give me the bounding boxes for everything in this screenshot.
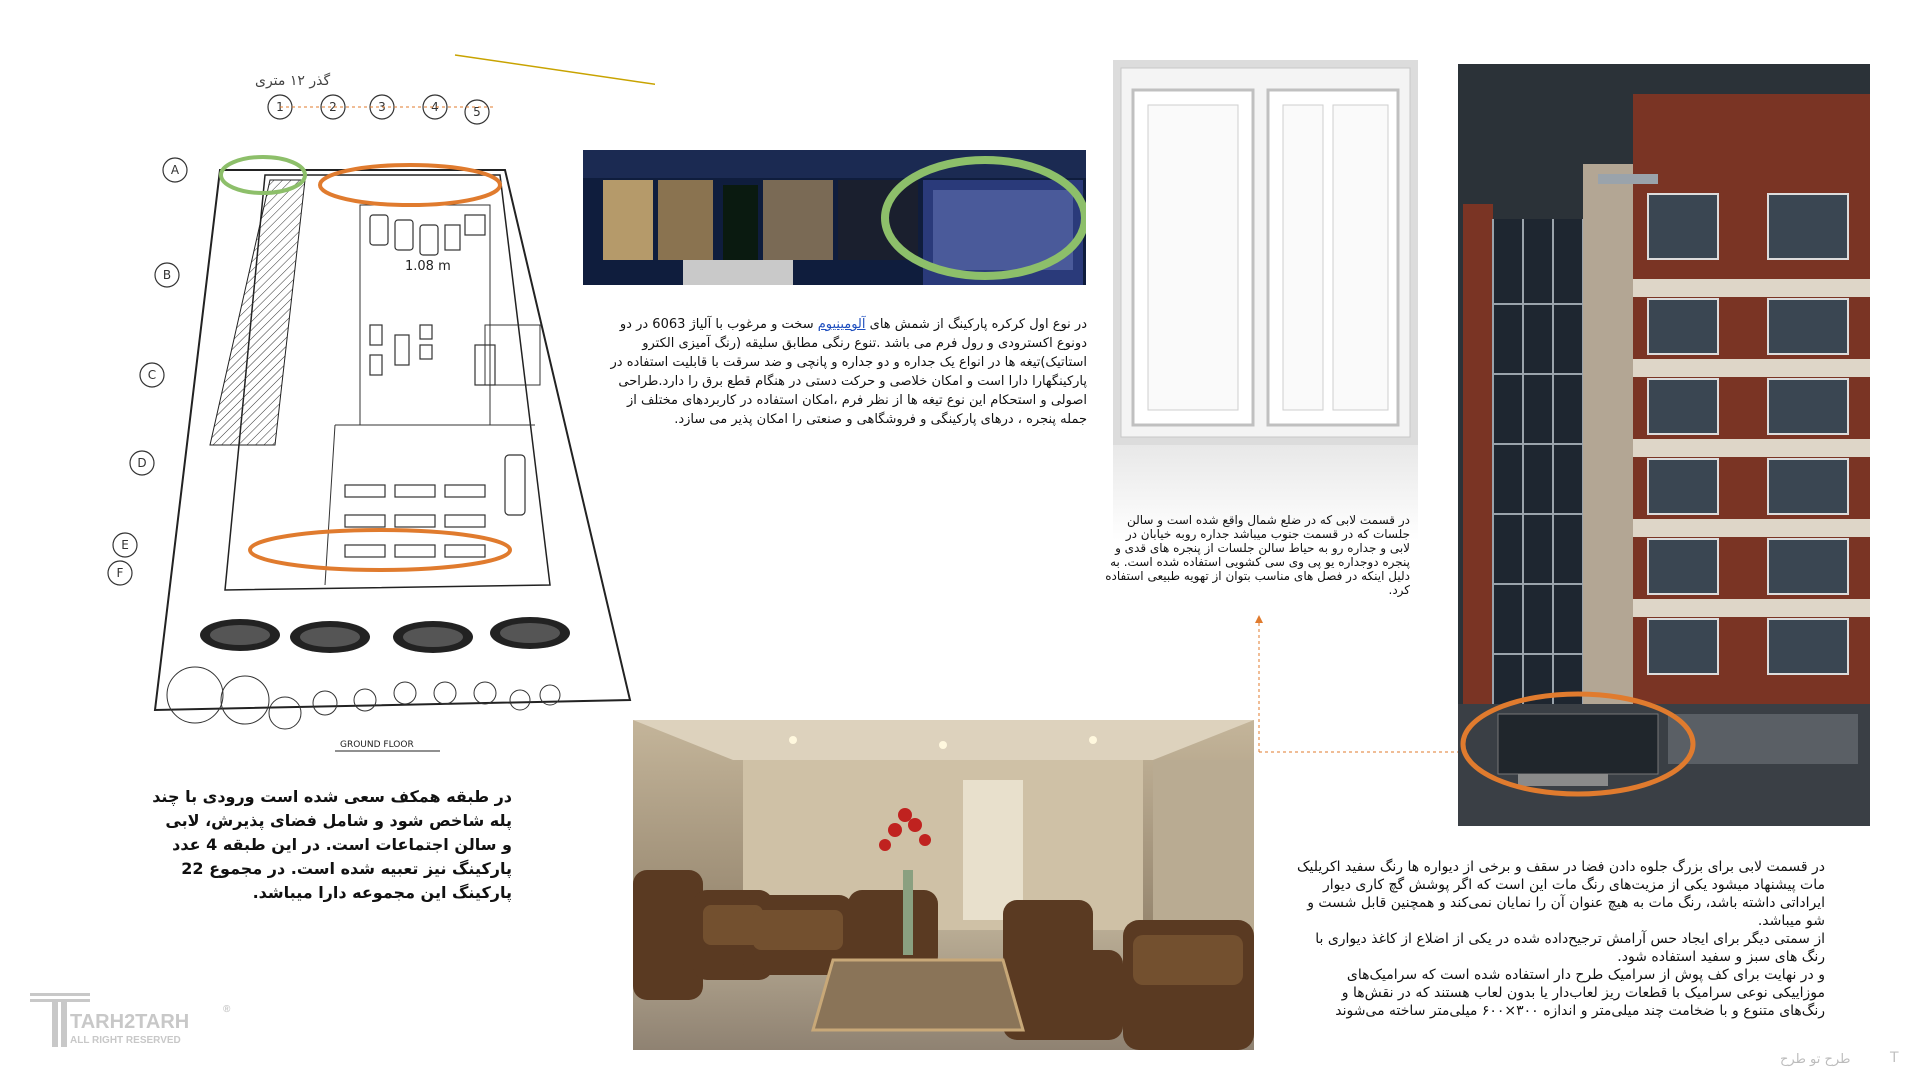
grid-col-4: 4 <box>431 100 439 114</box>
lobby-interior-render <box>633 720 1254 1050</box>
grid-col-5: 5 <box>473 105 481 119</box>
svg-text:A: A <box>170 163 180 177</box>
svg-text:B: B <box>162 268 172 282</box>
svg-text:D: D <box>137 456 147 470</box>
ground-floor-description: در طبقه همکف سعی شده است ورودی با چند پله شاخص شود و شامل فضای پذیرش، لابی و سالن اجتماعات است. در این طبقه 4 عدد پارکینگ نیز تعبیه شده است. در مجموع 22 پارکینگ این مجموعه دارا میباشد. <box>152 787 512 902</box>
grid-col-3: 3 <box>378 100 386 114</box>
svg-text:®: ® <box>223 1004 231 1015</box>
brand-logo <box>25 990 235 1056</box>
building-facade-render <box>1458 64 1870 826</box>
dimension-label: 1.08 m <box>405 259 451 274</box>
watermark-text: طرح تو طرح <box>1780 1052 1851 1067</box>
floor-title: GROUND FLOOR <box>340 740 414 750</box>
aluminium-link[interactable]: آلومینیوم <box>817 317 866 332</box>
svg-text:ALL RIGHT RESERVED: ALL RIGHT RESERVED <box>70 1035 181 1046</box>
lobby-orientation-text: در قسمت لابی که در ضلع شمال واقع شده است و سالن جلسات که در قسمت جنوب میباشد جداره روبه خیابان در لابی و جداره رو به حیاط سالن جلسات از پنجره های قدی و پنجره دوجداره یو پی وی سی کشویی استفاده شده است. به دلیل اینکه در فصل های مناسب بتوان از تهویه طبیعی استفاده کرد. <box>1105 513 1410 597</box>
svg-text:E: E <box>121 538 129 552</box>
svg-text:C: C <box>147 368 157 382</box>
svg-text:F: F <box>116 566 124 580</box>
grid-col-2: 2 <box>329 100 337 114</box>
grid-col-1: 1 <box>276 100 284 114</box>
svg-text:TARH2TARH: TARH2TARH <box>70 1011 190 1033</box>
door-text-part1: در نوع اول کرکره پارکینگ از شمش های <box>865 317 1087 332</box>
street-label: گذر ۱۲ متری <box>255 73 331 89</box>
parking-door-description <box>597 315 1087 429</box>
parking-door-photo <box>583 150 1086 285</box>
lobby-finishes-description: در قسمت لابی برای بزرگ جلوه دادن فضا در سقف و برخی از دیواره ها رنگ سفید اکریلیک مات پیشنهاد میشود یکی از مزیت‌های رنگ مات این است که اگر پوشش گچ کاری دیوار ایراداتی داشته باشد، رنگ مات به هیچ عنوان آن را نمایان نمی‌کند و همچنین قابل شست و شو میباشد. از سمتی دیگر برای ایجاد حس آرامش ترجیح‌داده شده در یکی از اضلاع از کاغذ دیواری با رنگ های سبز و سفید استفاده شود. و در نهایت برای کف پوش از سرامیک طرح دار استفاده شده است که سرامیک‌های موزاییکی نوعی سرامیک با قطعات ریز لعاب‌دار یا بدون لعاب هستند که در نقش‌ها و رنگ‌های متنوع و با ضخامت چند میلی‌متر و اندازه ۳۰۰×۶۰۰ میلی‌متر ساخته می‌شوند <box>1297 859 1825 1019</box>
watermark-icon: T <box>1890 1050 1899 1066</box>
sliding-window-photo <box>1113 60 1418 540</box>
connector-arrow <box>1255 615 1465 760</box>
door-text-part2: سخت و مرغوب با آلیاژ 6063 در دو دونوع اکسترودی و رول فرم می باشد .تنوع رنگی مطابق سلیقه (رنگ آمیزی الکترو استاتیک)تیغه ها در انواع یک جداره و دو جداره و پانچی و ضد سرقت با قابلیت استفاده در پارکینگهارا دارا است و امکان خلاصی و حرکت دستی در هنگام قطع برق را دارد.طراحی اصولی و استحکام این نوع تیغه ها از نظر فرم ،امکان استفاده در کاربردهای مختلف از جمله پنجره ، درهای پارکینگی و فروشگاهی و صنعتی را امکان پذیر می سازد. <box>610 317 1087 427</box>
ground-floor-plan <box>95 45 655 755</box>
